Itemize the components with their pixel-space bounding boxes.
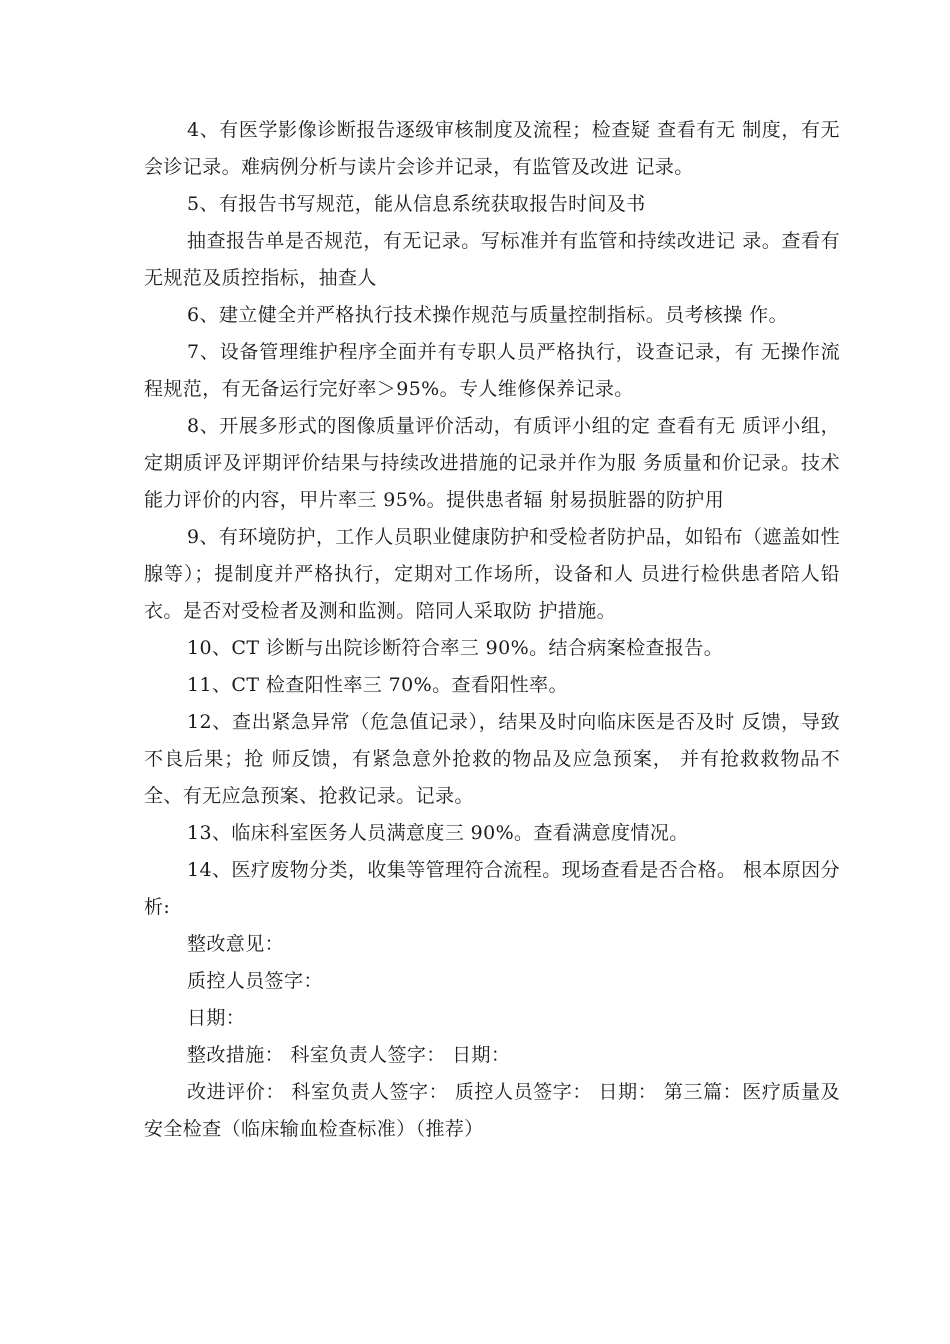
document-body	[144, 112, 840, 1148]
paragraph-item-8: 8、开展多形式的图像质量评价活动，有质评小组的定 查看有无 质评小组，定期质评及评期评价结果与持续改进措施的记录并作为服 务质量和价记录。技术能力评价的内容，甲片率三 95%。提供患者辐 射易损脏器的防护用	[144, 415, 840, 511]
date-line: 日期：	[187, 1007, 246, 1029]
qc-signature: 质控人员签字：	[187, 970, 323, 992]
paragraph-item-14: 14、医疗废物分类，收集等管理符合流程。现场查看是否合格。 根本原因分析:	[144, 859, 840, 918]
paragraph-item-6: 6、建立健全并严格执行技术操作规范与质量控制指标。员考核操 作。	[187, 304, 788, 326]
paragraph-report-check: 抽查报告单是否规范，有无记录。写标准并有监管和持续改进记 录。查看有无规范及质控指标，抽查人	[144, 230, 840, 289]
paragraph-item-13: 13、临床科室医务人员满意度三 90%。查看满意度情况。	[187, 822, 689, 844]
paragraph-item-11: 11、CT 检查阳性率三 70%。查看阳性率。	[187, 674, 568, 696]
paragraph-item-10: 10、CT 诊断与出院诊断符合率三 90%。结合病案检查报告。	[187, 637, 724, 659]
rectification-measures: 整改措施： 科室负责人签字： 日期：	[187, 1044, 511, 1066]
improvement-evaluation: 改进评价： 科室负责人签字： 质控人员签字： 日期： 第三篇：医疗质量及安全检查（临床输血检查标准）（推荐）	[144, 1081, 840, 1140]
rectification-opinion: 整改意见：	[187, 933, 285, 955]
paragraph-item-9: 9、有环境防护，工作人员职业健康防护和受检者防护品，如铅布（遮盖如性腺等）；提制度并严格执行，定期对工作场所，设备和人 员进行检供患者陪人铅衣。是否对受检者及测和监测。陪同人采取防 护措施。	[144, 526, 840, 622]
paragraph-item-7: 7、设备管理维护程序全面并有专职人员严格执行，设查记录，有 无操作流程规范，有无备运行完好率＞95%。专人维修保养记录。	[144, 341, 840, 400]
paragraph-item-5: 5、有报告书写规范，能从信息系统获取报告时间及书	[187, 193, 646, 215]
paragraph-item-4: 4、有医学影像诊断报告逐级审核制度及流程；检查疑 查看有无 制度，有无会诊记录。难病例分析与读片会诊并记录，有监管及改进 记录。	[144, 119, 840, 178]
paragraph-item-12: 12、查出紧急异常（危急值记录），结果及时向临床医是否及时 反馈，导致不良后果；抢 师反馈，有紧急意外抢救的物品及应急预案， 并有抢救救物品不全、有无应急预案、抢救记录。记录。	[144, 711, 840, 807]
